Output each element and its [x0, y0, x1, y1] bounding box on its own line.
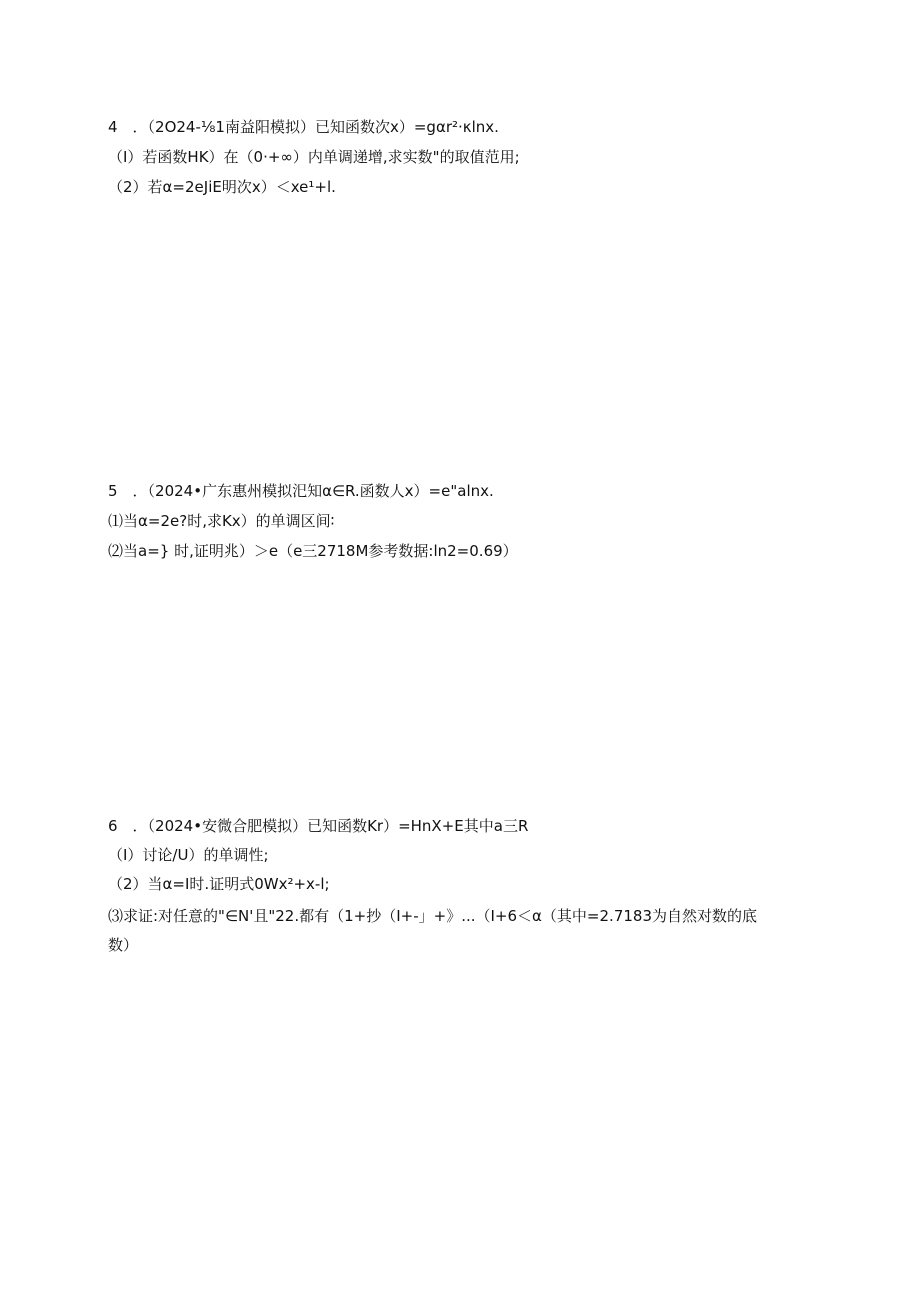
problem-5-part-1: ⑴当α=2e?时,求Kx）的单调区间∶: [108, 512, 335, 530]
problem-4-stem: 4 ．（2O24-⅛1南益阳模拟）已知函数次x）=gαr²·κlnx.: [108, 118, 499, 136]
problem-6-part-3: ⑶求证:对任意的"∈N'且"22.都有（1+抄（I+-」+》...（I+6＜α（其中=2.7183为自然对数的底: [108, 907, 757, 925]
problem-6-part-3-continued: 数）: [108, 936, 139, 954]
problem-6-part-2: （2）当α=I时.证明式0Wx²+x-l;: [108, 875, 330, 893]
problem-4-part-2: （2）若α=2eJiE明次x）＜xe¹+l.: [108, 178, 336, 196]
problem-5-part-2: ⑵当a=} 时,证明兆）＞e（e三2718M参考数据:ln2=0.69）: [108, 542, 518, 560]
problem-6-stem: 6 ．（2024•安微合肥模拟）已知函数Kr）=HnX+E其中a三R: [108, 817, 529, 835]
problem-5-stem: 5 ．（2024•广东惠州模拟汜知α∈R.函数人x）=e"alnx.: [108, 482, 494, 500]
problem-6-part-1: （I）讨论/U）的单调性;: [108, 846, 269, 864]
problem-4-part-1: （I）若函数HK）在（0·+∞）内单调递增,求实数"的取值范用;: [108, 148, 520, 166]
